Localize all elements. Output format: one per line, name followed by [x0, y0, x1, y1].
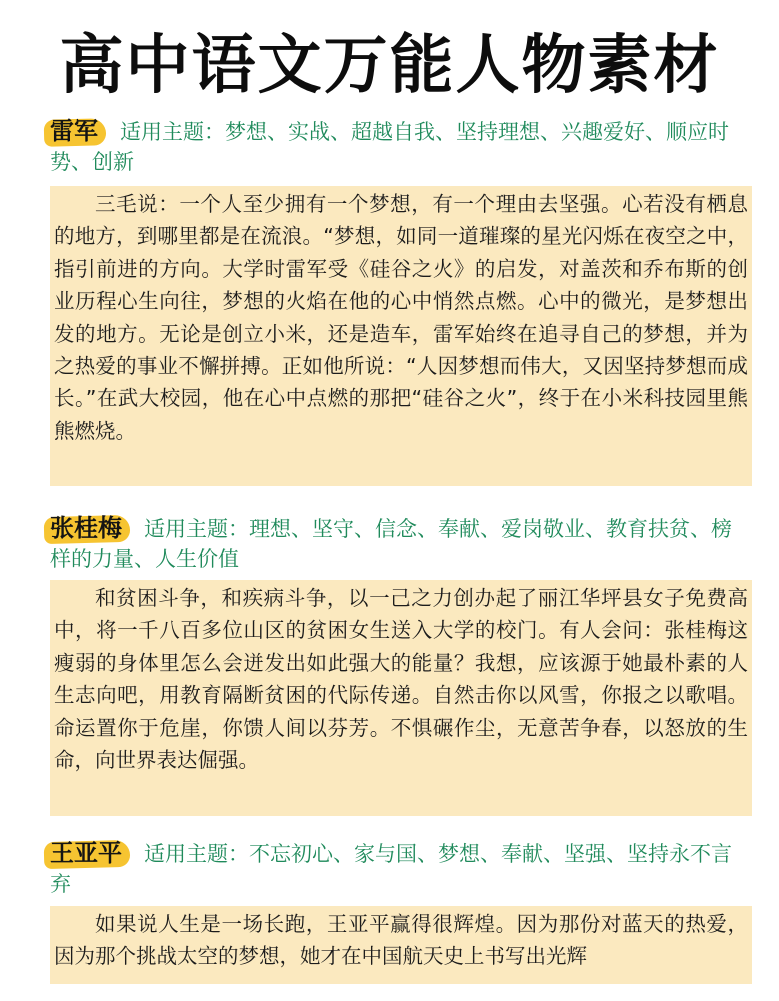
figure-passage: 如果说人生是一场长跑，王亚平赢得很辉煌。因为那份对蓝天的热爱，因为那个挑战太空的梦想，她才在中国航天史上书写出光辉 [50, 906, 752, 984]
figure-section-zhang-guimei [0, 513, 779, 574]
figure-name: 张桂梅 [50, 514, 122, 542]
figure-name: 王亚平 [50, 839, 122, 867]
figure-name-tag [50, 513, 122, 544]
figure-name: 雷军 [50, 117, 98, 145]
applicable-themes: 适用主题：梦想、实战、超越自我、坚持理想、兴趣爱好、顺应时势、创新 [50, 120, 729, 174]
section-header [0, 513, 779, 574]
figure-name-tag [50, 838, 122, 869]
figure-name-tag [50, 116, 98, 147]
page-title: 高中语文万能人物素材 [59, 29, 720, 103]
section-header [0, 116, 779, 177]
applicable-themes: 适用主题：不忘初心、家与国、梦想、奉献、坚强、坚持永不言弃 [50, 842, 732, 896]
applicable-themes: 适用主题：理想、坚守、信念、奉献、爱岗敬业、教育扶贫、榜样的力量、人生价值 [50, 517, 732, 571]
figure-section-wang-yaping [0, 838, 779, 899]
figure-section-lei-jun [0, 116, 779, 177]
section-header [0, 838, 779, 899]
figure-passage: 和贫困斗争，和疾病斗争，以一己之力创办起了丽江华坪县女子免费高中，将一千八百多位山区的贫困女生送入大学的校门。有人会问：张桂梅这瘦弱的身体里怎么会迸发出如此强大的能量？我想，应该源于她最朴素的人生志向吧，用教育隔断贫困的代际传递。自然击你以风雪，你报之以歌唱。命运置你于危崖，你馈人间以芬芳。不惧碾作尘，无意苦争春，以怒放的生命，向世界表达倔强。 [50, 580, 752, 816]
figure-passage: 三毛说：一个人至少拥有一个梦想，有一个理由去坚强。心若没有栖息的地方，到哪里都是在流浪。“梦想，如同一道璀璨的星光闪烁在夜空之中，指引前进的方向。大学时雷军受《硅谷之火》的启发，对盖茨和乔布斯的创业历程心生向往，梦想的火焰在他的心中悄然点燃。心中的微光，是梦想出发的地方。无论是创立小米，还是造车，雷军始终在追寻自己的梦想，并为之热爱的事业不懈拼搏。正如他所说：“人因梦想而伟大，又因坚持梦想而成长。”在武大校园，他在心中点燃的那把“硅谷之火”，终于在小米科技园里熊熊燃烧。 [50, 186, 752, 486]
